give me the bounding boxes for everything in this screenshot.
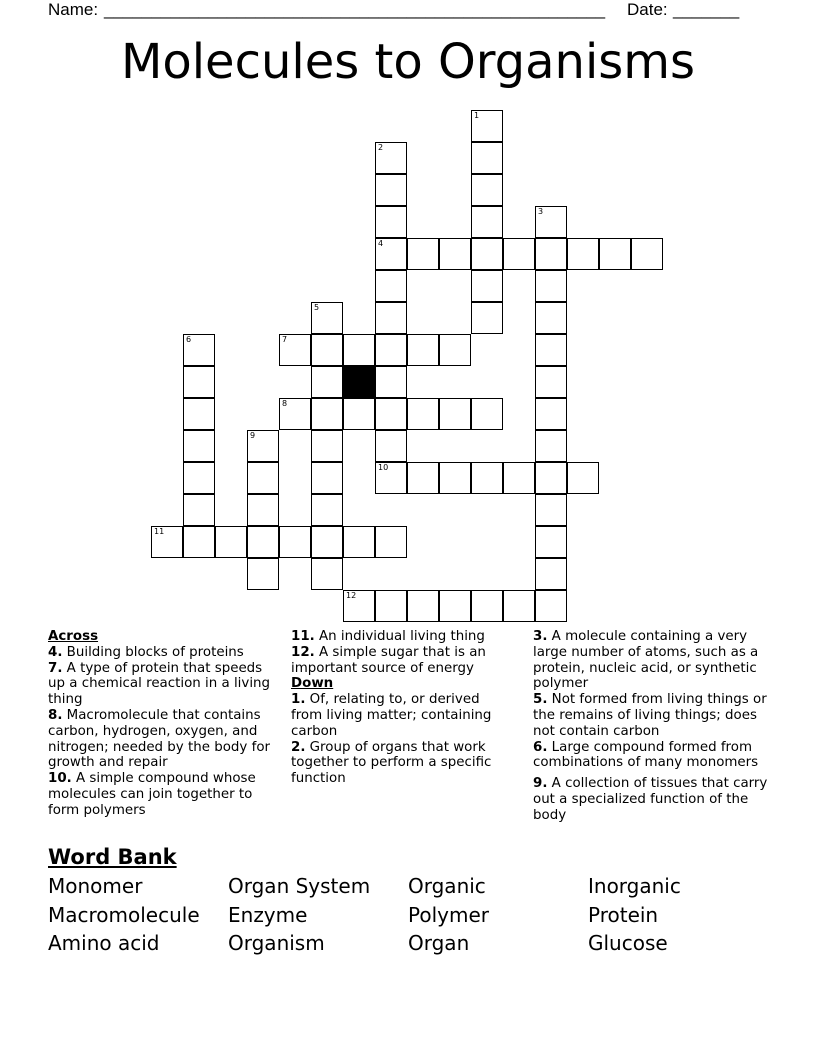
grid-cell[interactable]	[471, 142, 503, 174]
clue-across-4: 4. Building blocks of proteins	[48, 644, 244, 660]
grid-cell[interactable]	[375, 526, 407, 558]
date-label: Date:	[627, 0, 668, 19]
grid-cell[interactable]	[151, 526, 183, 558]
word-bank-item: Organ System	[228, 874, 371, 898]
grid-cell[interactable]	[439, 238, 471, 270]
grid-cell[interactable]	[311, 558, 343, 590]
date-line[interactable]: _______	[673, 0, 740, 19]
grid-cell[interactable]	[407, 590, 439, 622]
grid-cell[interactable]	[375, 302, 407, 334]
grid-cell[interactable]	[247, 462, 279, 494]
grid-cell[interactable]	[247, 430, 279, 462]
grid-cell[interactable]	[567, 462, 599, 494]
grid-cell[interactable]	[471, 590, 503, 622]
clue-number: 5	[314, 303, 320, 312]
clue-number: 6	[186, 335, 192, 344]
grid-cell[interactable]	[535, 430, 567, 462]
grid-cell[interactable]	[183, 526, 215, 558]
grid-cell[interactable]	[535, 462, 567, 494]
clue-across-10: 10. A simple compound whose molecules can join together to form polymers	[48, 771, 256, 818]
down-heading: Down	[291, 676, 334, 692]
grid-cell[interactable]	[407, 238, 439, 270]
grid-cell[interactable]	[535, 494, 567, 526]
word-bank-title: Word Bank	[48, 845, 177, 869]
grid-cell[interactable]	[183, 430, 215, 462]
clue-number: 11	[154, 527, 165, 536]
grid-cell[interactable]	[375, 366, 407, 398]
grid-cell[interactable]	[407, 462, 439, 494]
grid-cell[interactable]	[439, 398, 471, 430]
grid-cell[interactable]	[279, 398, 311, 430]
clue-number: 10	[378, 463, 389, 472]
grid-cell[interactable]	[535, 302, 567, 334]
clue-across-7: 7. A type of protein that speeds up a chemical reaction in a living thing	[48, 660, 271, 708]
clue-number: 8	[282, 399, 288, 408]
clues-column-3	[533, 629, 773, 824]
clue-down-2: 2. Group of organs that work together to perform a specific function	[291, 739, 492, 787]
clue-across-12: 12. A simple sugar that is an important source of energy	[291, 644, 486, 676]
grid-cell[interactable]	[375, 270, 407, 302]
grid-cell[interactable]	[311, 398, 343, 430]
grid-cell[interactable]	[375, 238, 407, 270]
grid-cell[interactable]	[471, 462, 503, 494]
clue-number: 12	[346, 591, 357, 600]
grid-cell[interactable]	[503, 238, 535, 270]
grid-cell[interactable]	[247, 558, 279, 590]
clues-column-2	[291, 629, 513, 787]
grid-cell[interactable]	[407, 398, 439, 430]
clues-column-1	[48, 629, 280, 819]
grid-cell[interactable]	[311, 334, 343, 366]
name-label: Name:	[48, 0, 99, 19]
grid-cell[interactable]	[183, 462, 215, 494]
word-bank-item: Organ	[408, 931, 470, 955]
grid-cell[interactable]	[343, 590, 375, 622]
word-bank-item: Polymer	[408, 903, 489, 927]
word-bank-item: Inorganic	[588, 874, 681, 898]
grid-cell[interactable]	[407, 334, 439, 366]
grid-cell[interactable]	[375, 398, 407, 430]
grid-cell[interactable]	[375, 142, 407, 174]
grid-cell[interactable]	[439, 334, 471, 366]
grid-cell[interactable]	[471, 174, 503, 206]
clue-number: 4	[378, 239, 384, 248]
grid-cell[interactable]	[311, 526, 343, 558]
word-bank-item: Organic	[408, 874, 486, 898]
grid-cell[interactable]	[535, 366, 567, 398]
grid-cell[interactable]	[183, 494, 215, 526]
clue-number: 9	[250, 431, 256, 440]
clue-down-9: 9. A collection of tissues that carry out a specialized function of the body	[533, 776, 768, 823]
grid-cell[interactable]	[247, 526, 279, 558]
grid-cell[interactable]	[375, 430, 407, 462]
grid-cell[interactable]	[535, 590, 567, 622]
grid-cell[interactable]	[471, 398, 503, 430]
grid-cell[interactable]	[631, 238, 663, 270]
clue-number: 3	[538, 207, 544, 216]
grid-cell[interactable]	[311, 494, 343, 526]
grid-cell[interactable]	[375, 174, 407, 206]
grid-cell[interactable]	[375, 590, 407, 622]
grid-cell[interactable]	[311, 430, 343, 462]
grid-cell[interactable]	[471, 270, 503, 302]
grid-cell[interactable]	[439, 590, 471, 622]
word-bank-item: Monomer	[48, 874, 143, 898]
clue-down-1: 1. Of, relating to, or derived from living matter; containing carbon	[291, 692, 492, 739]
grid-cell[interactable]	[535, 558, 567, 590]
clue-down-6: 6. Large compound formed from combinations of many monomers	[533, 739, 759, 771]
grid-cell[interactable]	[311, 462, 343, 494]
grid-black-cell	[343, 366, 375, 398]
clue-number: 7	[282, 335, 288, 344]
grid-cell[interactable]	[343, 398, 375, 430]
grid-cell[interactable]	[535, 526, 567, 558]
grid-cell[interactable]	[183, 398, 215, 430]
word-bank-item: Macromolecule	[48, 903, 200, 927]
clue-number: 2	[378, 143, 384, 152]
word-bank-item: Organism	[228, 931, 325, 955]
grid-cell[interactable]	[183, 366, 215, 398]
grid-cell[interactable]	[375, 462, 407, 494]
word-bank-item: Protein	[588, 903, 659, 927]
grid-cell[interactable]	[535, 398, 567, 430]
grid-cell[interactable]	[471, 206, 503, 238]
grid-cell[interactable]	[343, 334, 375, 366]
grid-cell[interactable]	[567, 238, 599, 270]
clue-down-3: 3. A molecule containing a very large number of atoms, such as a protein, nucleic acid, or synthetic polymer	[533, 629, 759, 692]
grid-cell[interactable]	[471, 110, 503, 142]
grid-cell[interactable]	[535, 238, 567, 270]
grid-cell[interactable]	[279, 526, 311, 558]
grid-cell[interactable]	[279, 334, 311, 366]
word-bank-item: Enzyme	[228, 903, 308, 927]
clue-across-11: 11. An individual living thing	[291, 629, 485, 644]
grid-cell[interactable]	[311, 302, 343, 334]
grid-cell[interactable]	[503, 590, 535, 622]
word-bank-item: Amino acid	[48, 931, 160, 955]
clue-number: 1	[474, 111, 480, 120]
page-title: Molecules to Organisms	[120, 34, 696, 90]
grid-cell[interactable]	[183, 334, 215, 366]
grid-cell[interactable]	[343, 526, 375, 558]
grid-cell[interactable]	[375, 206, 407, 238]
grid-cell[interactable]	[375, 334, 407, 366]
grid-cell[interactable]	[311, 366, 343, 398]
grid-cell[interactable]	[215, 526, 247, 558]
clue-across-8: 8. Macromolecule that contains carbon, hydrogen, oxygen, and nitrogen; needed by the body for growth and repair	[48, 707, 271, 771]
word-bank-item: Glucose	[588, 931, 668, 955]
grid-cell[interactable]	[535, 270, 567, 302]
grid-cell[interactable]	[471, 302, 503, 334]
grid-cell[interactable]	[599, 238, 631, 270]
grid-cell[interactable]	[535, 206, 567, 238]
grid-cell[interactable]	[247, 494, 279, 526]
name-line[interactable]: _____________________________________________________	[104, 0, 606, 19]
grid-cell[interactable]	[471, 238, 503, 270]
grid-cell[interactable]	[503, 462, 535, 494]
clue-down-5: 5. Not formed from living things or the remains of living things; does not contain carbon	[533, 692, 767, 739]
grid-cell[interactable]	[535, 334, 567, 366]
across-heading: Across	[48, 629, 99, 644]
grid-cell[interactable]	[439, 462, 471, 494]
